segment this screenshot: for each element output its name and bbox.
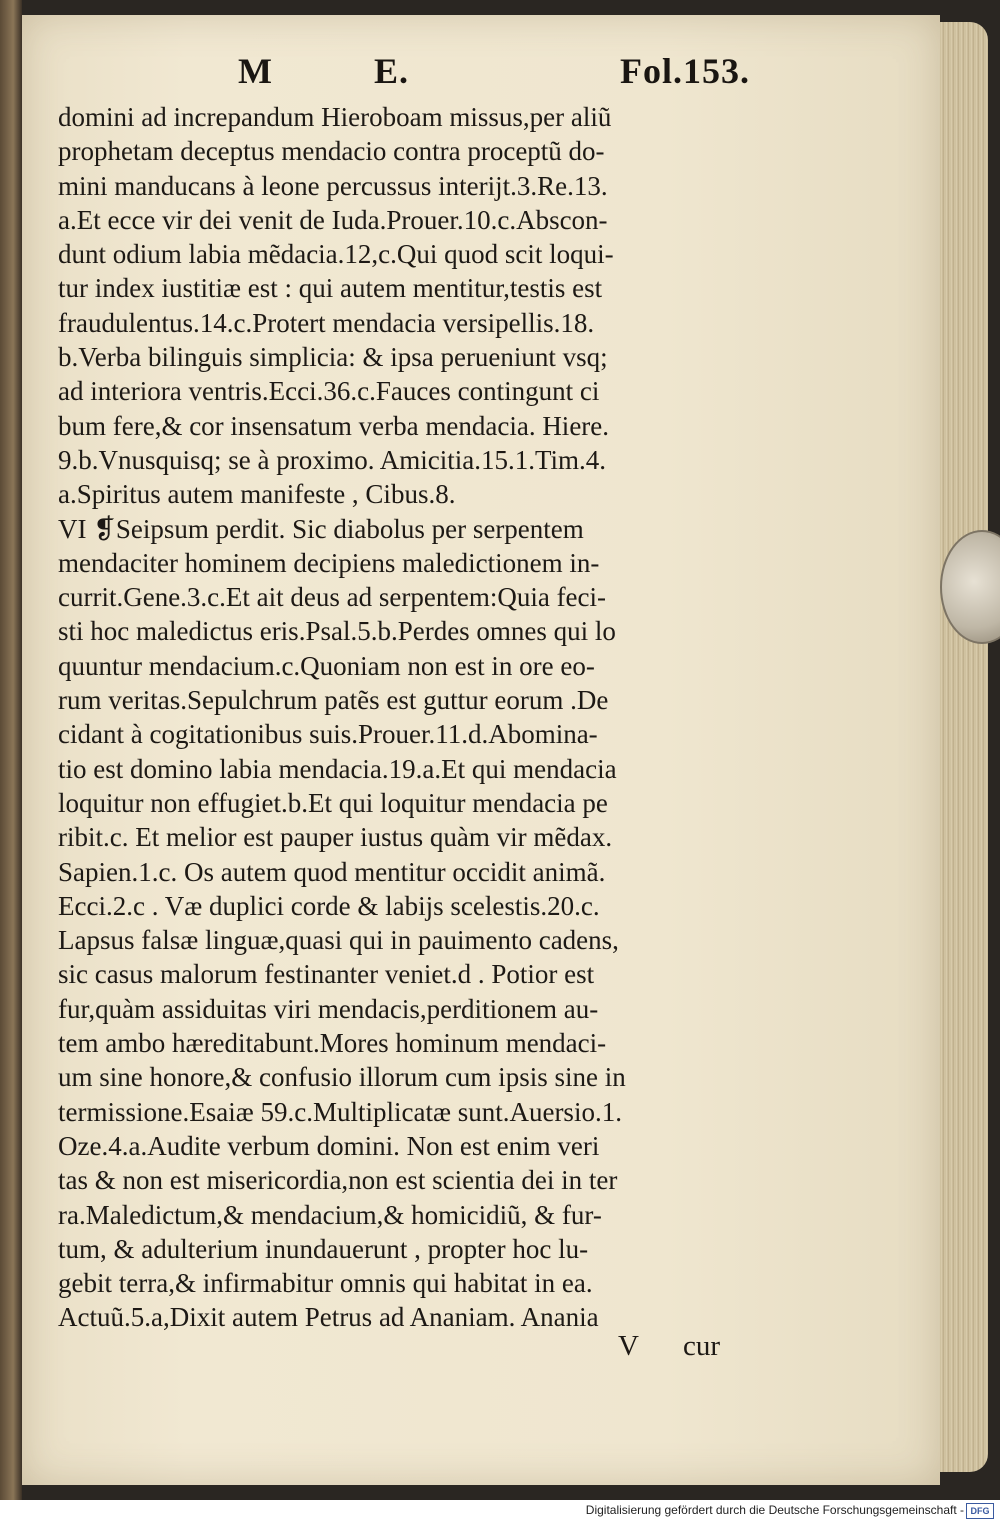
dfg-logo: DFG: [966, 1503, 994, 1519]
folio-number: Fol.153.: [620, 51, 750, 91]
text-line: tur index iustitiæ est : qui autem mentitur,testis est: [58, 273, 603, 304]
body-text: [58, 100, 798, 1335]
text-line: tas & non est misericordia,non est scientia dei in ter: [58, 1165, 618, 1196]
text-line: b.Verba bilinguis simplicia: & ipsa perueniunt vsq;: [58, 342, 608, 373]
text-line: prophetam deceptus mendacio contra proceptũ do-: [58, 136, 605, 167]
text-line: termissione.Esaiæ 59.c.Multiplicatæ sunt.Auersio.1.: [58, 1096, 622, 1127]
header-middle: E.: [374, 51, 410, 91]
text-line: ad interiora ventris.Ecci.36.c.Fauces contingunt ci: [58, 376, 600, 407]
text-line: domini ad increpandum Hieroboam missus,per aliũ: [58, 102, 612, 132]
text-line: Ecci.2.c . Væ duplici corde & labijs scelestis.20.c.: [58, 890, 600, 921]
text-line: sic casus malorum festinanter veniet.d . Potior est: [58, 959, 595, 990]
binding-edge: [0, 0, 22, 1500]
text-line: Oze.4.a.Audite verbum domini. Non est enim veri: [58, 1130, 600, 1161]
text-line: cidant à cogitationibus suis.Prouer.11.d.Abomina-: [58, 719, 598, 750]
text-line: tem ambo hæreditabunt.Mores hominum mendaci-: [58, 1028, 607, 1059]
text-line: mendaciter hominem decipiens maledictionem in-: [58, 547, 600, 578]
text-line: Lapsus falsæ linguæ,quasi qui in pauimento cadens,: [58, 925, 619, 956]
text-line: dunt odium labia mẽdacia.12,c.Qui quod scit loqui-: [58, 239, 614, 270]
text-line: ribit.c. Et melior est pauper iustus quàm vir mẽdax.: [58, 822, 613, 853]
text-line: a.Spiritus autem manifeste , Cibus.8.: [58, 479, 456, 510]
text-line: bum fere,& cor insensatum verba mendacia. Hiere.: [58, 410, 610, 441]
text-line: VI ❡Seipsum perdit. Sic diabolus per serpentem: [58, 513, 584, 544]
catchword: cur: [682, 1330, 720, 1362]
text-line: 9.b.Vnusquisq; se à proximo. Amicitia.15.1.Tim.4.: [58, 444, 607, 475]
text-line: rum veritas.Sepulchrum patẽs est guttur eorum .De: [58, 685, 609, 716]
text-line: a.Et ecce vir dei venit de Iuda.Prouer.10.c.Abscon-: [58, 204, 608, 235]
footer-bar: [0, 1500, 1000, 1521]
text-line: loquitur non effugiet.b.Et qui loquitur mendacia pe: [58, 787, 608, 818]
catchword-line: [618, 1330, 764, 1363]
text-line: ra.Maledictum,& mendacium,& homicidiũ, & fur-: [58, 1199, 602, 1230]
text-line: sti hoc maledictus eris.Psal.5.b.Perdes omnes qui lo: [58, 616, 616, 647]
text-line: Sapien.1.c. Os autem quod mentitur occidit animã.: [58, 856, 606, 887]
funding-credit: Digitalisierung gefördert durch die Deutsche Forschungsgemeinschaft -: [585, 1503, 964, 1517]
header-left: M: [238, 51, 273, 91]
text-line: um sine honore,& confusio illorum cum ipsis sine in: [58, 1062, 626, 1093]
signature-mark: V: [618, 1330, 639, 1362]
text-line: fraudulentus.14.c.Protert mendacia versipellis.18.: [58, 307, 595, 338]
text-line: tum, & adulterium inundauerunt , propter hoc lu-: [58, 1233, 589, 1264]
text-line: Actuũ.5.a,Dixit autem Petrus ad Ananiam. Anania: [58, 1302, 599, 1333]
running-header: [238, 50, 768, 94]
text-line: fur,quàm assiduitas viri mendacis,perditionem au-: [58, 993, 599, 1024]
text-line: quuntur mendacium.c.Quoniam non est in ore eo-: [58, 650, 595, 681]
text-line: gebit terra,& infirmabitur omnis qui habitat in ea.: [58, 1268, 593, 1299]
text-line: currit.Gene.3.c.Et ait deus ad serpentem:Quia feci-: [58, 582, 607, 613]
text-line: tio est domino labia mendacia.19.a.Et qui mendacia: [58, 753, 617, 784]
text-line: mini manducans à leone percussus interijt.3.Re.13.: [58, 170, 608, 201]
